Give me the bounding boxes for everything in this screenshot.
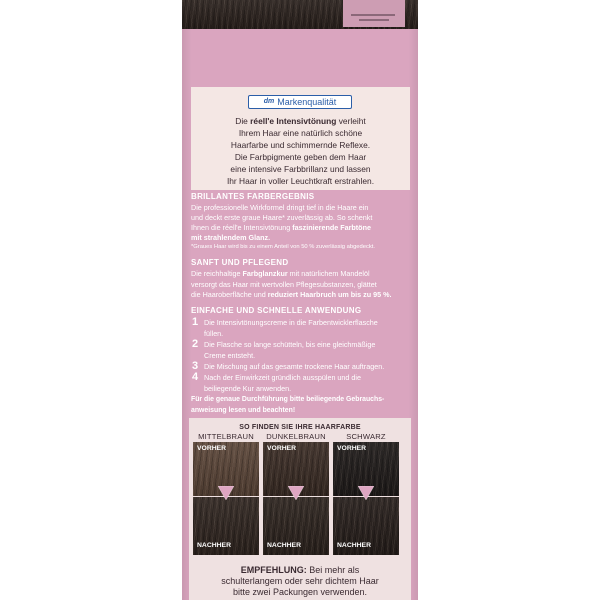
- recommendation-line: [189, 565, 411, 576]
- intro-line: Ihr Haar in voller Leuchtkraft erstrahlen.: [226, 176, 375, 186]
- section-heading: SANFT UND PFLEGEND: [191, 258, 289, 267]
- shade-label-tab: [343, 0, 405, 27]
- section-line: versorgt das Haar mit wertvollen Pflegesubstanzen, glättet: [191, 279, 377, 289]
- step-number: 3: [192, 360, 199, 372]
- badge-label: Markenqualität: [277, 97, 337, 107]
- section-heading: EINFACHE UND SCHNELLE ANWENDUNG: [191, 306, 362, 315]
- recommendation: [189, 565, 411, 598]
- section-bold-segment: faszinierende Farbtöne: [292, 223, 371, 232]
- step-line: beiliegende Kur anwenden.: [204, 384, 292, 393]
- intro-line: Die Farbpigmente geben dem Haar: [234, 152, 367, 162]
- step-number: 2: [192, 338, 199, 350]
- section-line: [191, 233, 413, 243]
- section-anwendung: [191, 305, 413, 416]
- swatch-after: [193, 497, 259, 555]
- product-box-back: [182, 0, 418, 600]
- swatch-after: [263, 497, 329, 555]
- label-print-mark: [351, 14, 395, 16]
- step-number: 1: [192, 316, 199, 328]
- step-line: Die Flasche so lange schütteln, bis eine gleichmäßige: [204, 340, 376, 349]
- step-line: Die Mischung auf das gesamte trockene Haar auftragen.: [204, 362, 385, 371]
- instructions-note: Für die genaue Durchführung bitte beiliegende Gebrauchs-: [191, 396, 385, 403]
- intro-text-segment: Die: [235, 116, 251, 126]
- label-print-mark: [359, 19, 389, 21]
- section-brillantes-farbergebnis: [191, 191, 413, 252]
- section-line: [191, 290, 413, 301]
- after-label: NACHHER: [337, 542, 371, 549]
- footnote: *Graues Haar wird bis zu einem Anteil von 50 % zuverlässig abgedeckt.: [191, 244, 375, 250]
- intro-line: Haarfarbe und schimmernde Reflexe.: [230, 140, 371, 150]
- section-text-segment: die Haaroberfläche und: [191, 290, 268, 299]
- shade-column-label: SCHWARZ: [346, 432, 386, 441]
- instructions-note: anweisung lesen und beachten!: [191, 407, 296, 414]
- after-label: NACHHER: [267, 542, 301, 549]
- intro-bold-segment: réell'e Intensivtönung: [250, 116, 337, 126]
- step-line: Nach der Einwirkzeit gründlich ausspülen und die: [204, 373, 362, 382]
- intro-text: [191, 115, 410, 187]
- recommendation-line: schulterlangem oder sehr dichtem Haar: [221, 576, 379, 586]
- arrow-down-icon: [358, 486, 374, 500]
- dm-logo: dm: [263, 98, 275, 105]
- shade-column-label: MITTELBRAUN: [198, 432, 254, 441]
- step-item: [191, 317, 413, 339]
- section-heading: BRILLANTES FARBERGEBNIS: [191, 192, 315, 201]
- recommendation-bold: EMPFEHLUNG:: [240, 565, 307, 575]
- arrow-down-icon: [218, 486, 234, 500]
- shade-column-label: DUNKELBRAUN: [266, 432, 326, 441]
- swatch-after: [333, 497, 399, 555]
- step-item: [191, 361, 413, 372]
- shade-guide-title: SO FINDEN SIE IHRE HAARFARBE: [239, 424, 361, 431]
- intro-line: eine intensive Farbbrillanz und lassen: [230, 164, 371, 174]
- step-item: [191, 339, 413, 361]
- step-line: füllen.: [204, 329, 224, 338]
- section-bold-segment: Farbglanzkur: [242, 269, 288, 278]
- hair-swatch-dunkelbraun: [263, 442, 329, 555]
- step-item: [191, 372, 413, 394]
- shade-guide-panel: [189, 418, 411, 600]
- section-sanft-und-pflegend: [191, 257, 413, 301]
- intro-line: [191, 115, 410, 127]
- section-bold-segment: mit strahlendem Glanz.: [191, 233, 271, 242]
- after-label: NACHHER: [197, 542, 231, 549]
- arrow-down-icon: [288, 486, 304, 500]
- recommendation-text: Bei mehr als: [306, 565, 360, 575]
- before-label: VORHER: [197, 445, 227, 452]
- section-line: und deckt erste graue Haare* zuverlässig ab. So schenkt: [191, 213, 373, 222]
- step-line: Creme entsteht.: [204, 351, 256, 360]
- before-label: VORHER: [267, 445, 297, 452]
- section-text-segment: Die reichhaltige: [191, 269, 243, 278]
- hair-swatch-schwarz: [333, 442, 399, 555]
- section-line: Die professionelle Wirkformel dringt tief in die Haare ein: [191, 203, 369, 212]
- section-line: [191, 269, 413, 280]
- before-label: VORHER: [337, 445, 367, 452]
- intro-panel: [191, 87, 410, 190]
- step-line: Die Intensivtönungscreme in die Farbentwicklerflasche: [204, 318, 378, 327]
- section-line: [191, 223, 413, 233]
- recommendation-line: bitte zwei Packungen verwenden.: [232, 587, 368, 597]
- markenqualitaet-badge: [248, 95, 352, 109]
- section-text-segment: mit natürlichem Mandelöl: [287, 269, 370, 278]
- intro-line: Ihrem Haar eine natürlich schöne: [238, 128, 363, 138]
- section-bold-segment: reduziert Haarbruch um bis zu 95 %.: [267, 290, 392, 299]
- section-text-segment: Ihnen die réell'e Intensivtönung: [191, 223, 293, 232]
- intro-text-segment: verleiht: [336, 116, 366, 126]
- hair-swatch-mittelbraun: [193, 442, 259, 555]
- step-number: 4: [192, 371, 199, 383]
